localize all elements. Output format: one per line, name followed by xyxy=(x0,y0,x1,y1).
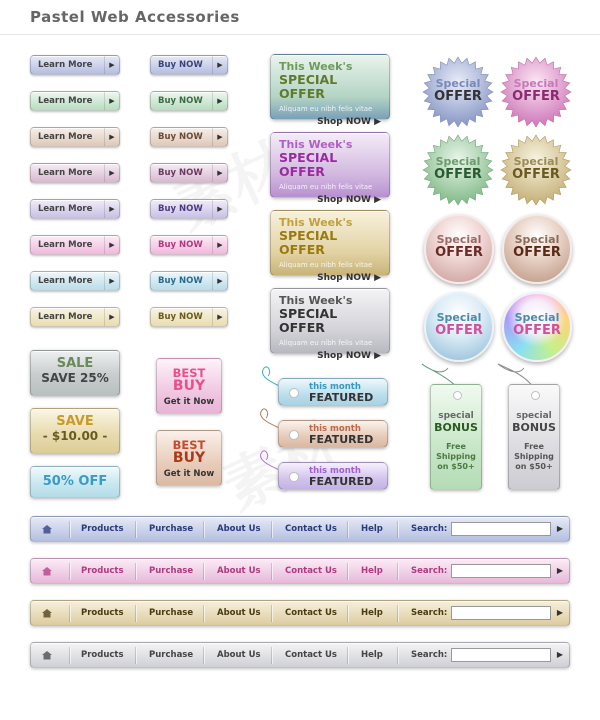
offer-line3: Aliquam eu nibh felis vitae xyxy=(279,261,373,269)
search-go-icon[interactable]: ▶ xyxy=(556,650,564,659)
nav-separator xyxy=(347,605,348,622)
arrow-right-icon: ▶ xyxy=(104,272,119,290)
nav-bar xyxy=(30,642,570,668)
buy-now-button[interactable] xyxy=(150,271,228,291)
featured-l1: this month xyxy=(309,424,361,434)
nav-item[interactable]: Purchase xyxy=(149,524,194,534)
learn-more-label: Learn More xyxy=(38,204,93,214)
buy-now-button[interactable] xyxy=(150,127,228,147)
shop-now-label: Shop NOW xyxy=(317,273,371,283)
bonus-l1: special xyxy=(438,411,474,421)
nav-item[interactable]: Help xyxy=(361,566,383,576)
seal-line2: OFFER xyxy=(434,167,482,182)
best-buy-l2: BUY xyxy=(172,450,206,466)
offer-line1: This Week's xyxy=(279,60,353,73)
featured-l2: FEATURED xyxy=(309,475,374,488)
nav-item[interactable]: Contact Us xyxy=(285,524,337,534)
nav-item[interactable]: Contact Us xyxy=(285,566,337,576)
circle-seal-brown[interactable] xyxy=(502,214,572,284)
nav-item[interactable]: Contact Us xyxy=(285,608,337,618)
bonus-tag-green[interactable] xyxy=(430,384,482,490)
buy-now-label: Buy NOW xyxy=(158,60,203,70)
learn-more-label: Learn More xyxy=(38,312,93,322)
tag-hole xyxy=(289,430,299,440)
search-go-icon[interactable]: ▶ xyxy=(556,566,564,575)
circle-seal-blue[interactable] xyxy=(424,292,494,362)
save-title: SAVE xyxy=(56,414,94,429)
nav-separator xyxy=(203,647,204,664)
featured-tag-brown[interactable] xyxy=(278,420,388,448)
seal-line2: OFFER xyxy=(512,167,560,182)
seal-line2: OFFER xyxy=(434,89,482,104)
nav-separator xyxy=(271,563,272,580)
learn-more-button[interactable] xyxy=(30,235,120,255)
buy-now-label: Buy NOW xyxy=(158,132,203,142)
best-buy-l1: BEST xyxy=(172,366,206,380)
nav-separator xyxy=(397,521,398,538)
nav-separator xyxy=(397,605,398,622)
bonus-l3: Free xyxy=(446,442,466,451)
nav-item[interactable]: About Us xyxy=(217,524,261,534)
shop-now-link[interactable] xyxy=(279,351,381,361)
offer-line1: This Week's xyxy=(279,138,353,151)
bonus-l5: on $50+ xyxy=(515,462,553,471)
search-input[interactable] xyxy=(451,648,551,662)
nav-item[interactable]: Products xyxy=(81,608,124,618)
tag-hole xyxy=(289,388,299,398)
seal-line1: Special xyxy=(436,233,482,246)
arrow-right-icon: ▶ xyxy=(212,236,227,254)
offer-line2: SPECIAL OFFER xyxy=(279,228,338,257)
shop-now-label: Shop NOW xyxy=(317,117,371,127)
offer-line3: Aliquam eu nibh felis vitae xyxy=(279,105,373,113)
nav-bar xyxy=(30,516,570,542)
learn-more-label: Learn More xyxy=(38,96,93,106)
nav-separator xyxy=(135,647,136,664)
nav-separator xyxy=(69,647,70,664)
seal-line1: Special xyxy=(435,155,481,168)
bonus-l4: Shipping xyxy=(514,452,554,461)
tag-hole xyxy=(453,391,462,400)
learn-more-button[interactable] xyxy=(30,91,120,111)
best-buy-pink[interactable] xyxy=(156,358,222,414)
nav-separator xyxy=(203,605,204,622)
nav-item[interactable]: Products xyxy=(81,650,124,660)
seal-line2: OFFER xyxy=(435,323,483,338)
search-go-icon[interactable]: ▶ xyxy=(556,524,564,533)
house-icon[interactable] xyxy=(41,650,53,660)
sale-save-percent: SAVE 25% xyxy=(41,371,109,385)
nav-bar xyxy=(30,600,570,626)
shop-now-link[interactable] xyxy=(279,273,381,283)
nav-item[interactable]: Help xyxy=(361,608,383,618)
featured-tag-purple[interactable] xyxy=(278,462,388,490)
offer-line2: SPECIAL OFFER xyxy=(279,72,338,101)
tag-hole xyxy=(531,391,540,400)
fifty-off-badge[interactable] xyxy=(30,466,120,498)
seal-line1: Special xyxy=(435,77,481,90)
save-amount-badge[interactable] xyxy=(30,408,120,454)
buy-now-button[interactable] xyxy=(150,55,228,75)
arrow-right-icon: ▶ xyxy=(104,236,119,254)
seal-line1: Special xyxy=(513,155,559,168)
search-input[interactable] xyxy=(451,522,551,536)
nav-item[interactable]: Contact Us xyxy=(285,650,337,660)
arrow-right-icon: ▶ xyxy=(212,272,227,290)
learn-more-button[interactable] xyxy=(30,271,120,291)
learn-more-button[interactable] xyxy=(30,127,120,147)
shop-now-link[interactable] xyxy=(279,117,381,127)
buy-now-label: Buy NOW xyxy=(158,204,203,214)
bonus-l4: Shipping xyxy=(436,452,476,461)
nav-separator xyxy=(397,647,398,664)
special-offer-box[interactable] xyxy=(270,288,390,361)
arrow-right-icon: ▶ xyxy=(212,200,227,218)
fifty-off-text: 50% OFF xyxy=(42,474,108,489)
search-go-icon[interactable]: ▶ xyxy=(556,608,564,617)
nav-item[interactable]: Products xyxy=(81,524,124,534)
buy-now-button[interactable] xyxy=(150,163,228,183)
house-icon[interactable] xyxy=(41,566,53,576)
buy-now-label: Buy NOW xyxy=(158,168,203,178)
learn-more-button[interactable] xyxy=(30,163,120,183)
seal-line2: OFFER xyxy=(513,323,561,338)
arrow-right-icon: ▶ xyxy=(104,92,119,110)
best-buy-brown[interactable] xyxy=(156,430,222,486)
save-amount: - $10.00 - xyxy=(42,429,108,443)
arrow-right-icon: ▶ xyxy=(212,164,227,182)
offer-line1: This Week's xyxy=(279,294,353,307)
nav-separator xyxy=(203,521,204,538)
star-seal-blue[interactable] xyxy=(422,56,494,128)
bonus-l3: Free xyxy=(524,442,544,451)
learn-more-button[interactable] xyxy=(30,307,120,327)
arrow-right-icon: ▶ xyxy=(212,308,227,326)
buy-now-button[interactable] xyxy=(150,235,228,255)
featured-l2: FEATURED xyxy=(309,433,374,446)
arrow-right-icon: ▶ xyxy=(374,351,381,361)
tag-hole xyxy=(289,472,299,482)
learn-more-label: Learn More xyxy=(38,168,93,178)
nav-separator xyxy=(135,563,136,580)
seal-line1: Special xyxy=(436,311,482,324)
nav-separator xyxy=(69,563,70,580)
featured-l1: this month xyxy=(309,382,361,392)
nav-separator xyxy=(271,521,272,538)
bonus-l5: on $50+ xyxy=(437,462,475,471)
best-buy-l2: BUY xyxy=(172,378,206,394)
arrow-right-icon: ▶ xyxy=(212,92,227,110)
search-label: Search: xyxy=(411,608,448,618)
nav-separator xyxy=(135,605,136,622)
circle-seal-rose[interactable] xyxy=(424,214,494,284)
arrow-right-icon: ▶ xyxy=(104,200,119,218)
arrow-right-icon: ▶ xyxy=(104,56,119,74)
search-input[interactable] xyxy=(451,606,551,620)
learn-more-button[interactable] xyxy=(30,199,120,219)
nav-item[interactable]: About Us xyxy=(217,566,261,576)
buy-now-label: Buy NOW xyxy=(158,96,203,106)
seal-line2: OFFER xyxy=(435,245,483,260)
buy-now-label: Buy NOW xyxy=(158,276,203,286)
buy-now-button[interactable] xyxy=(150,307,228,327)
special-offer-box[interactable] xyxy=(270,54,390,127)
arrow-right-icon: ▶ xyxy=(104,308,119,326)
star-seal-pink[interactable] xyxy=(500,56,572,128)
offer-line1: This Week's xyxy=(279,216,353,229)
nav-separator xyxy=(271,647,272,664)
nav-separator xyxy=(271,605,272,622)
nav-separator xyxy=(135,521,136,538)
nav-item[interactable]: Purchase xyxy=(149,650,194,660)
star-seal-gold[interactable] xyxy=(500,134,572,206)
shop-now-label: Shop NOW xyxy=(317,195,371,205)
learn-more-label: Learn More xyxy=(38,240,93,250)
buy-now-button[interactable] xyxy=(150,91,228,111)
arrow-right-icon: ▶ xyxy=(212,56,227,74)
learn-more-button[interactable] xyxy=(30,55,120,75)
nav-item[interactable]: About Us xyxy=(217,650,261,660)
search-label: Search: xyxy=(411,566,448,576)
nav-item[interactable]: Help xyxy=(361,650,383,660)
nav-separator xyxy=(69,605,70,622)
arrow-right-icon: ▶ xyxy=(374,117,381,127)
nav-separator xyxy=(203,563,204,580)
nav-separator xyxy=(397,563,398,580)
best-buy-l3: Get it Now xyxy=(163,397,215,407)
sale-title: SALE xyxy=(56,356,94,371)
nav-separator xyxy=(347,521,348,538)
page-title: Pastel Web Accessories xyxy=(30,8,240,26)
offer-line3: Aliquam eu nibh felis vitae xyxy=(279,339,373,347)
featured-l2: FEATURED xyxy=(309,391,374,404)
search-label: Search: xyxy=(411,524,448,534)
nav-item[interactable]: Help xyxy=(361,524,383,534)
offer-line3: Aliquam eu nibh felis vitae xyxy=(279,183,373,191)
buy-now-button[interactable] xyxy=(150,199,228,219)
best-buy-l1: BEST xyxy=(172,438,206,452)
best-buy-l3: Get it Now xyxy=(163,469,215,479)
arrow-right-icon: ▶ xyxy=(104,128,119,146)
header-divider xyxy=(0,34,600,35)
featured-tag-blue[interactable] xyxy=(278,378,388,406)
learn-more-label: Learn More xyxy=(38,276,93,286)
seal-line1: Special xyxy=(514,233,560,246)
featured-l1: this month xyxy=(309,466,361,476)
special-offer-box[interactable] xyxy=(270,210,390,283)
nav-separator xyxy=(347,563,348,580)
star-seal-green[interactable] xyxy=(422,134,494,206)
nav-item[interactable]: Products xyxy=(81,566,124,576)
house-icon[interactable] xyxy=(41,524,53,534)
sale-badge[interactable] xyxy=(30,350,120,396)
house-icon[interactable] xyxy=(41,608,53,618)
seal-line2: OFFER xyxy=(513,245,561,260)
offer-line2: SPECIAL OFFER xyxy=(279,150,338,179)
circle-seal-rainbow[interactable] xyxy=(502,292,572,362)
bonus-tag-gray[interactable] xyxy=(508,384,560,490)
seal-line1: Special xyxy=(513,77,559,90)
bonus-l2: BONUS xyxy=(512,421,556,434)
learn-more-label: Learn More xyxy=(38,60,93,70)
nav-separator xyxy=(347,647,348,664)
shop-now-label: Shop NOW xyxy=(317,351,371,361)
offer-line2: SPECIAL OFFER xyxy=(279,306,338,335)
search-input[interactable] xyxy=(451,564,551,578)
nav-bar xyxy=(30,558,570,584)
search-label: Search: xyxy=(411,650,448,660)
seal-line1: Special xyxy=(514,311,560,324)
arrow-right-icon: ▶ xyxy=(374,195,381,205)
shop-now-link[interactable] xyxy=(279,195,381,205)
arrow-right-icon: ▶ xyxy=(104,164,119,182)
arrow-right-icon: ▶ xyxy=(374,273,381,283)
bonus-l1: special xyxy=(516,411,552,421)
nav-item[interactable]: Purchase xyxy=(149,566,194,576)
buy-now-label: Buy NOW xyxy=(158,240,203,250)
nav-item[interactable]: About Us xyxy=(217,608,261,618)
nav-item[interactable]: Purchase xyxy=(149,608,194,618)
special-offer-box[interactable] xyxy=(270,132,390,205)
seal-line2: OFFER xyxy=(512,89,560,104)
arrow-right-icon: ▶ xyxy=(212,128,227,146)
bonus-l2: BONUS xyxy=(434,421,478,434)
nav-separator xyxy=(69,521,70,538)
buy-now-label: Buy NOW xyxy=(158,312,203,322)
learn-more-label: Learn More xyxy=(38,132,93,142)
